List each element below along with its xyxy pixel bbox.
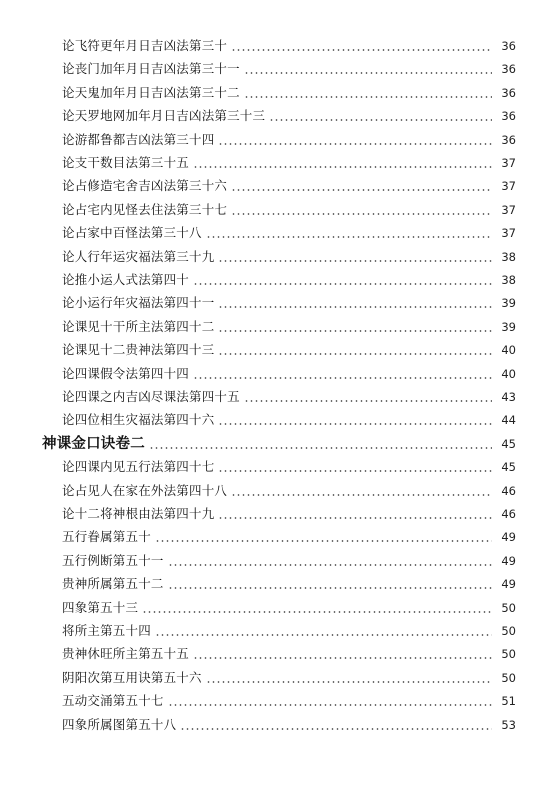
dot-leader [218, 330, 492, 332]
toc-entry-title: 五行例断第五十一 [62, 552, 164, 568]
toc-entry-title: 论支干数目法第三十五 [62, 155, 190, 170]
toc-entry [0, 619, 544, 643]
dot-leader [168, 564, 492, 566]
toc-entry-title: 阴阳次第互用诀第五十六 [62, 669, 202, 685]
dot-leader [244, 400, 492, 402]
toc-page-number: 45 [501, 436, 516, 451]
toc-entry-title: 五动交涌第五十七 [62, 693, 164, 709]
dot-leader [180, 728, 492, 730]
toc-entry-title: 论飞符更年月日吉凶法第三十 [62, 38, 228, 53]
dot-leader [193, 166, 492, 168]
toc-entry-title: 将所主第五十四 [62, 623, 151, 638]
toc-entry [0, 245, 544, 269]
dot-leader [149, 447, 492, 449]
toc-page-number: 36 [501, 62, 516, 77]
toc-page-number: 50 [501, 600, 516, 615]
dot-leader [244, 72, 492, 74]
toc-page-number: 45 [501, 460, 516, 475]
toc-entry [0, 572, 544, 596]
toc-page-number: 37 [501, 202, 516, 217]
toc-entry-title: 论推小运人式法第四十 [62, 272, 190, 287]
toc-page-number: 50 [501, 670, 516, 685]
toc-entry [0, 362, 544, 386]
toc-entry-title: 贵神休旺所主第五十五 [62, 646, 190, 662]
dot-leader [244, 96, 492, 98]
toc-entry [0, 291, 544, 315]
dot-leader [155, 634, 492, 636]
toc-page-number: 37 [501, 156, 516, 170]
toc-entry [0, 81, 544, 105]
toc-page-number: 36 [501, 85, 516, 100]
toc-entry [0, 221, 544, 245]
dot-leader [218, 517, 492, 519]
toc-entry-title: 论丧门加年月日吉凶法第三十一 [62, 61, 240, 77]
dot-leader [206, 236, 492, 238]
toc-entry [0, 151, 544, 175]
dot-leader [142, 611, 492, 613]
toc-page-number: 53 [501, 717, 516, 732]
toc-entry [0, 455, 544, 479]
toc-page-number: 36 [501, 39, 516, 53]
dot-leader [155, 540, 492, 542]
dot-leader [168, 704, 492, 706]
toc-page-number: 49 [501, 530, 516, 545]
dot-leader [193, 283, 492, 285]
toc-entry-title: 论课见十二贵神法第四十三 [62, 342, 215, 358]
toc-section-heading [0, 432, 544, 456]
toc-entry-title: 论占宅内见怪去住法第三十七 [62, 201, 228, 217]
toc-entry [0, 408, 544, 432]
toc-entry-title: 论游都鲁都吉凶法第三十四 [62, 131, 215, 147]
toc-entry-title: 贵神所属第五十二 [62, 576, 164, 592]
dot-leader [231, 49, 492, 51]
toc-entry [0, 502, 544, 526]
toc-page-number: 51 [501, 694, 516, 709]
toc-page-number: 43 [501, 390, 516, 404]
toc-entry-title: 论天罗地网加年月日吉凶法第三十三 [62, 108, 266, 124]
dot-leader [168, 587, 492, 589]
toc-page-number: 40 [501, 366, 516, 381]
page-edge-mark [536, 752, 544, 766]
toc-entry [0, 596, 544, 620]
dot-leader [193, 657, 492, 659]
toc-entry-title: 论人行年运灾福法第三十九 [62, 248, 215, 264]
dot-leader [231, 213, 492, 215]
toc-page-number: 49 [501, 553, 516, 568]
toc-entry [0, 174, 544, 198]
toc-entry-title: 论十二将神根由法第四十九 [62, 506, 215, 521]
dot-leader [269, 119, 492, 121]
toc-entry [0, 104, 544, 128]
toc-page-number: 50 [501, 624, 516, 638]
toc-entry-title: 论小运行年灾福法第四十一 [62, 295, 215, 311]
page-edge-mark [536, 708, 544, 722]
toc-entry-title: 论天鬼加年月日吉凶法第三十二 [62, 84, 240, 100]
dot-leader [231, 494, 492, 496]
toc-entry [0, 198, 544, 222]
dot-leader [218, 143, 492, 145]
toc-entry-title: 论课见十干所主法第四十二 [62, 318, 215, 334]
toc-entry-title: 五行眷属第五十 [62, 529, 151, 545]
toc-entry-title: 神课金口诀卷二 [42, 434, 145, 452]
toc-page-number: 50 [501, 647, 516, 662]
dot-leader [218, 260, 492, 262]
toc-entry [0, 666, 544, 690]
dot-leader [218, 353, 492, 355]
toc-entry-title: 四象第五十三 [62, 599, 139, 615]
toc-page-number: 44 [501, 413, 516, 428]
toc-entry-title: 四象所属图第五十八 [62, 716, 177, 732]
toc-entry [0, 689, 544, 713]
toc-entry [0, 385, 544, 409]
toc-page-number: 46 [501, 483, 516, 498]
toc-page-number: 49 [501, 577, 516, 592]
toc-entry [0, 713, 544, 737]
toc-entry-title: 论四课之内吉凶尽课法第四十五 [62, 389, 240, 404]
toc-entry-title: 论四位相生灾福法第四十六 [62, 412, 215, 428]
dot-leader [231, 189, 492, 191]
toc-page-number: 36 [501, 132, 516, 147]
toc-page-number: 37 [501, 226, 516, 241]
toc-entry-title: 论占见人在家在外法第四十八 [62, 482, 228, 498]
dot-leader [193, 377, 492, 379]
dot-leader [218, 306, 492, 308]
toc-page-number: 39 [501, 319, 516, 334]
toc-page-number: 36 [501, 109, 516, 124]
toc-entry [0, 57, 544, 81]
toc-page-number: 39 [501, 296, 516, 311]
dot-leader [218, 423, 492, 425]
toc-page-number: 37 [501, 179, 516, 194]
toc-entry [0, 268, 544, 292]
toc-entry [0, 128, 544, 152]
toc-entry [0, 525, 544, 549]
toc-entry [0, 479, 544, 503]
toc-entry [0, 642, 544, 666]
toc-page-number: 40 [501, 343, 516, 358]
toc-page-number: 38 [501, 249, 516, 264]
toc-entry-title: 论占修造宅舍吉凶法第三十六 [62, 178, 228, 194]
dot-leader [206, 681, 492, 683]
toc-entry-title: 论四课假令法第四十四 [62, 365, 190, 381]
toc-entry [0, 34, 544, 58]
toc-entry-title: 论占家中百怪法第三十八 [62, 225, 202, 241]
toc-entry [0, 338, 544, 362]
toc-page-number: 46 [501, 507, 516, 521]
dot-leader [218, 470, 492, 472]
toc-entry-title: 论四课内见五行法第四十七 [62, 459, 215, 475]
toc-page-number: 38 [501, 273, 516, 287]
toc-entry [0, 315, 544, 339]
toc-entry [0, 549, 544, 573]
